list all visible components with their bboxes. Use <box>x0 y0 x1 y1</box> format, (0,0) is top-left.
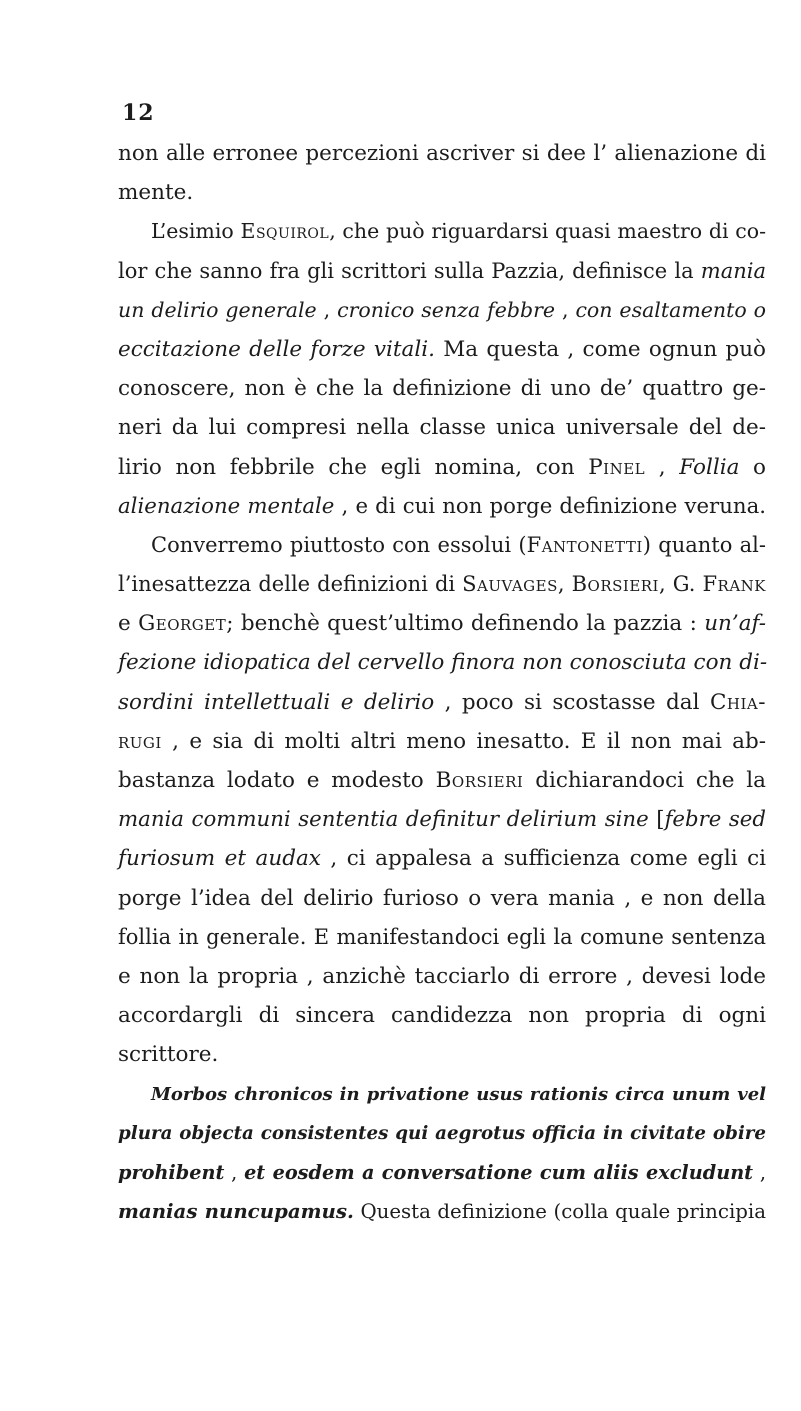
text-line <box>118 604 766 643</box>
text-segment: ) quanto al- <box>642 532 766 557</box>
text-segment: mania communi sententia definitur delirium sine <box>118 807 657 833</box>
text-segment: alienazione mentale <box>118 493 335 519</box>
text-line <box>118 761 766 800</box>
text-segment: scrittore. <box>118 1042 219 1068</box>
text-segment: Chia- <box>709 689 766 715</box>
text-segment: et eosdem a conversatione cum aliis excludunt <box>244 1160 754 1184</box>
text-line <box>118 252 766 291</box>
text-segment: e <box>118 611 139 637</box>
text-segment: porge l’idea del delirio furioso o vera mania , e non della <box>118 885 766 911</box>
text-line <box>118 134 766 173</box>
text-line <box>118 918 766 957</box>
text-segment: [ <box>656 807 665 833</box>
text-segment: L’esimio <box>151 219 241 244</box>
text-segment: lor che sanno fra gli scrittori sulla Pazzia, definisce la <box>118 258 701 283</box>
text-segment: con esaltamento o <box>575 297 766 322</box>
text-segment: prohibent <box>118 1160 225 1184</box>
text-segment: plura objecta consistentes qui aegrotus officia in civitate obire <box>118 1122 766 1144</box>
text-segment: , e di cui non porge definizione veruna. <box>334 493 766 519</box>
text-line <box>118 683 766 722</box>
text-segment: , poco si scostasse dal <box>434 689 710 715</box>
text-segment: Sauvages <box>462 572 558 597</box>
text-segment: , ci appalesa a sufficienza come egli ci <box>320 846 766 872</box>
page-number: 12 <box>122 100 155 126</box>
text-segment: manias nuncupamus. <box>118 1199 354 1224</box>
text-line <box>118 1114 766 1153</box>
text-segment: rugi <box>118 728 162 754</box>
text-segment: Ma questa , come ognun può <box>434 336 766 362</box>
text-line <box>118 526 766 565</box>
text-segment: l’inesattezza delle definizioni di <box>118 572 463 597</box>
text-line <box>118 800 766 839</box>
text-segment: Fantonetti <box>526 532 643 557</box>
text-segment: cronico senza febbre <box>337 297 556 322</box>
text-segment: lirio non febbrile che egli nomina, con <box>118 454 589 480</box>
text-line <box>118 330 766 369</box>
text-segment: eccitazione delle forze vitali. <box>118 336 435 362</box>
text-line <box>118 565 766 604</box>
text-segment: follia in generale. E manifestandoci egli la comune sentenza <box>118 924 766 949</box>
text-segment: , <box>555 297 576 322</box>
text-segment: , <box>753 1160 766 1184</box>
text-segment: febre sed <box>664 807 766 833</box>
text-segment: Questa definizione (colla quale principia <box>353 1200 766 1224</box>
text-segment: mania <box>700 258 766 283</box>
text-segment: furiosum et audax <box>118 846 321 872</box>
text-segment: , <box>645 454 680 480</box>
text-segment: Borsieri <box>571 572 659 597</box>
text-segment: mente. <box>118 180 194 206</box>
text-line <box>118 369 766 408</box>
text-segment: , G. <box>659 572 703 597</box>
text-segment: un delirio generale <box>118 297 317 322</box>
text-line <box>118 957 766 996</box>
text-segment: ; benchè quest’ultimo definendo la pazzia : <box>226 611 705 637</box>
text-line <box>118 1075 766 1114</box>
text-line <box>118 212 766 251</box>
text-line <box>118 1192 766 1231</box>
text-segment: conoscere, non è che la definizione di uno de’ quattro ge- <box>118 376 766 402</box>
text-segment: Morbos chronicos in privatione usus rationis circa unum vel <box>151 1083 766 1105</box>
text-line <box>118 879 766 918</box>
text-segment: Esquirol <box>240 219 330 244</box>
text-segment: o <box>739 454 766 480</box>
text-line <box>118 643 766 682</box>
text-segment: Borsieri <box>435 768 524 793</box>
text-line <box>118 1035 766 1074</box>
text-line <box>118 839 766 878</box>
body-text <box>118 134 766 1231</box>
text-segment: Converremo piuttosto con essolui ( <box>151 532 527 557</box>
text-segment: Pinel <box>588 454 646 480</box>
text-line <box>118 1153 766 1192</box>
text-segment: dichiarandoci che la <box>523 768 766 793</box>
text-segment: non alle erronee percezioni ascriver si dee l’ alienazione di <box>118 141 766 166</box>
text-segment: , <box>316 297 338 322</box>
text-line <box>118 408 766 447</box>
text-segment: , che può riguardarsi quasi maestro di co- <box>329 219 766 244</box>
text-segment: , e sia di molti altri meno inesatto. E il non mai ab- <box>161 728 766 754</box>
text-segment: un’af- <box>704 611 766 637</box>
text-segment: neri da lui compresi nella classe unica universale del de- <box>118 415 766 441</box>
text-segment: e non la propria , anzichè tacciarlo di errore , devesi lode <box>118 963 766 989</box>
text-segment: sordini intellettuali e delirio <box>118 689 435 715</box>
text-segment: , <box>557 572 572 597</box>
text-line <box>118 487 766 526</box>
text-segment: fezione idiopatica del cervello finora non conosciuta con di- <box>118 650 768 676</box>
text-segment: Georget <box>138 611 227 637</box>
text-line <box>118 722 766 761</box>
text-segment: Follia <box>679 454 740 480</box>
text-line <box>118 448 766 487</box>
text-segment: Frank <box>702 572 766 597</box>
text-line <box>118 996 766 1035</box>
text-segment: , <box>224 1160 245 1184</box>
text-segment: bastanza lodato e modesto <box>118 768 436 793</box>
text-line <box>118 173 766 212</box>
text-line <box>118 291 766 330</box>
text-segment: accordargli di sincera candidezza non propria di ogni <box>118 1003 766 1029</box>
